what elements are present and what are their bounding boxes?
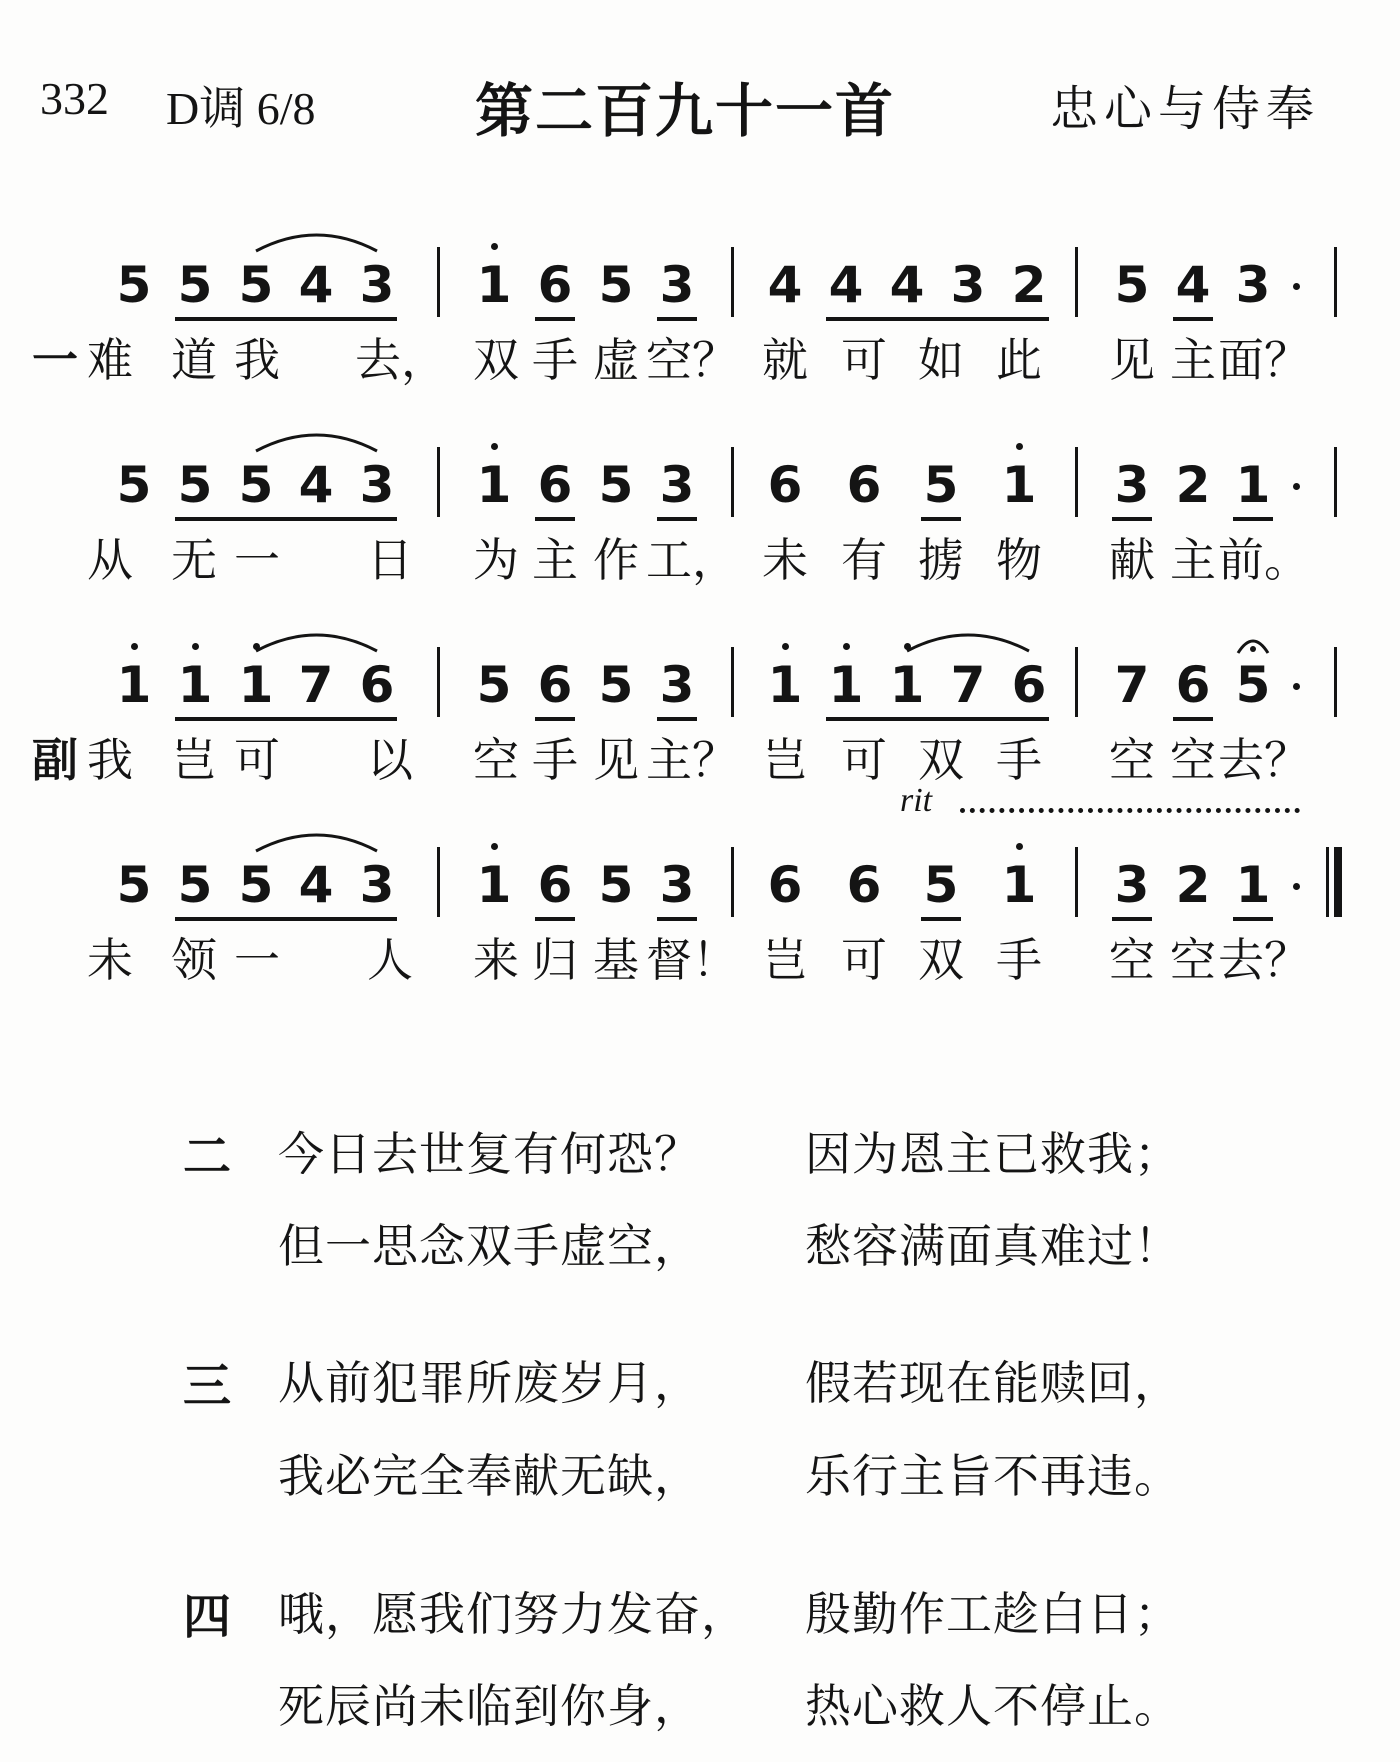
note: 1 xyxy=(238,656,274,714)
verse-line: 死辰尚未临到你身， xyxy=(278,1679,701,1733)
ritardando-dots xyxy=(960,808,1300,813)
lyric-syllable: 人 xyxy=(367,933,413,987)
note: 6 xyxy=(1011,656,1047,714)
lyric-syllable: 空 xyxy=(1170,733,1216,787)
lyric-syllable: 岂 xyxy=(171,733,217,787)
note: 5 xyxy=(598,656,634,714)
lyric-syllable: 从 xyxy=(87,533,133,587)
lyric-syllable: 督！ xyxy=(646,933,738,987)
verse-line: 但一思念双手虚空， xyxy=(278,1219,701,1273)
note: 6 xyxy=(1175,656,1211,714)
lyric-syllable: 主？ xyxy=(646,733,738,787)
lyric-syllable: 基 xyxy=(593,933,639,987)
slur xyxy=(251,425,382,455)
note: 1 xyxy=(889,656,925,714)
barline xyxy=(437,247,440,317)
verse-line: 哦，愿我们努力发奋， xyxy=(278,1587,748,1641)
note: 3 xyxy=(359,256,395,314)
note: 2 xyxy=(1175,456,1211,514)
lyric-syllable: 手 xyxy=(532,333,578,387)
note: 5 xyxy=(177,256,213,314)
note: 5 xyxy=(177,856,213,914)
high-octave-dot xyxy=(491,243,498,250)
eighth-underline xyxy=(1112,517,1152,521)
note: 5 xyxy=(238,856,274,914)
verse-line: 今日去世复有何恐？ xyxy=(278,1127,701,1181)
note: 4 xyxy=(889,256,925,314)
lyric-syllable: 空 xyxy=(1109,733,1155,787)
score-row xyxy=(0,855,1400,935)
verse-line: 因为恩主已救我； xyxy=(805,1127,1181,1181)
high-octave-dot xyxy=(491,443,498,450)
note: 1 xyxy=(1235,456,1271,514)
lyric-syllable: 前。 xyxy=(1218,533,1310,587)
note: 5 xyxy=(923,856,959,914)
barline xyxy=(437,847,440,917)
slur xyxy=(251,825,382,855)
verse-number: 三 xyxy=(183,1358,232,1414)
lyric-syllable: 手 xyxy=(996,933,1042,987)
note: 1 xyxy=(1001,856,1037,914)
note: 6 xyxy=(767,856,803,914)
note: 5 xyxy=(598,856,634,914)
eighth-underline xyxy=(535,517,575,521)
note: 1 xyxy=(767,656,803,714)
eighth-underline xyxy=(1173,317,1213,321)
note: 6 xyxy=(537,856,573,914)
barline xyxy=(731,247,734,317)
note: 7 xyxy=(1114,656,1150,714)
lyric-syllable: 空 xyxy=(1170,933,1216,987)
note: 3 xyxy=(1114,856,1150,914)
high-octave-dot xyxy=(131,643,138,650)
lyric-syllable: 道 xyxy=(171,333,217,387)
note: 2 xyxy=(1011,256,1047,314)
lyric-syllable: 掳 xyxy=(918,533,964,587)
note: 5 xyxy=(116,256,152,314)
lyric-syllable: 主 xyxy=(1170,333,1216,387)
lyric-syllable: 来 xyxy=(473,933,519,987)
eighth-underline xyxy=(175,517,397,521)
note: 7 xyxy=(298,656,334,714)
note: 2 xyxy=(1175,856,1211,914)
barline xyxy=(437,447,440,517)
note: 3 xyxy=(1235,256,1271,314)
eighth-underline xyxy=(657,317,697,321)
lyric-syllable: 去， xyxy=(355,333,447,387)
lyric-syllable: 献 xyxy=(1109,533,1155,587)
lyric-syllable: 见 xyxy=(593,733,639,787)
lyric-syllable: 双 xyxy=(473,333,519,387)
ritardando-mark: rit xyxy=(900,782,933,819)
note: 4 xyxy=(298,256,334,314)
lyric-row xyxy=(0,330,1400,410)
high-octave-dot xyxy=(1016,443,1023,450)
note: 6 xyxy=(846,856,882,914)
verse-label: 一 xyxy=(32,333,78,387)
note: 4 xyxy=(298,456,334,514)
final-barline-thin xyxy=(1326,847,1329,917)
barline xyxy=(1075,247,1078,317)
augmentation-dot xyxy=(1293,283,1300,290)
lyric-syllable: 手 xyxy=(532,733,578,787)
lyric-syllable: 一 xyxy=(234,533,280,587)
barline xyxy=(1075,447,1078,517)
note: 6 xyxy=(537,256,573,314)
hymn-title: 第二百九十一首 xyxy=(474,77,895,145)
eighth-underline xyxy=(175,917,397,921)
eighth-underline xyxy=(535,317,575,321)
verse-number: 四 xyxy=(183,1589,232,1645)
note: 4 xyxy=(298,856,334,914)
note: 5 xyxy=(598,456,634,514)
eighth-underline xyxy=(826,717,1049,721)
lyric-syllable: 岂 xyxy=(762,733,808,787)
eighth-underline xyxy=(175,717,397,721)
lyric-syllable: 未 xyxy=(762,533,808,587)
eighth-underline xyxy=(826,317,1049,321)
lyric-row xyxy=(0,530,1400,610)
lyric-syllable: 岂 xyxy=(762,933,808,987)
note: 1 xyxy=(476,456,512,514)
barline xyxy=(731,647,734,717)
lyric-syllable: 就 xyxy=(762,333,808,387)
lyric-syllable: 一 xyxy=(234,933,280,987)
verse-line: 从前犯罪所废岁月， xyxy=(278,1356,701,1410)
lyric-syllable: 见 xyxy=(1109,333,1155,387)
lyric-syllable: 主 xyxy=(532,533,578,587)
note: 3 xyxy=(359,456,395,514)
lyric-syllable: 工， xyxy=(646,533,738,587)
verse-label: 副 xyxy=(32,733,78,787)
slur xyxy=(902,625,1034,655)
lyric-syllable: 此 xyxy=(996,333,1042,387)
barline xyxy=(1075,847,1078,917)
note: 5 xyxy=(598,256,634,314)
note: 1 xyxy=(828,656,864,714)
note: 5 xyxy=(116,456,152,514)
high-octave-dot xyxy=(491,843,498,850)
note: 6 xyxy=(359,656,395,714)
lyric-syllable: 手 xyxy=(996,733,1042,787)
eighth-underline xyxy=(657,717,697,721)
note: 4 xyxy=(767,256,803,314)
key-time-signature: D调 6/8 xyxy=(166,83,316,134)
lyric-syllable: 作 xyxy=(593,533,639,587)
lyric-syllable: 面？ xyxy=(1218,333,1310,387)
note: 1 xyxy=(1235,856,1271,914)
verse-line: 假若现在能赎回， xyxy=(805,1356,1181,1410)
fermata xyxy=(1235,633,1271,655)
note: 5 xyxy=(238,456,274,514)
barline xyxy=(437,647,440,717)
eighth-underline xyxy=(921,917,961,921)
lyric-row xyxy=(0,930,1400,1010)
high-octave-dot xyxy=(843,643,850,650)
lyric-syllable: 如 xyxy=(918,333,964,387)
note: 5 xyxy=(476,656,512,714)
note: 6 xyxy=(537,656,573,714)
note: 4 xyxy=(828,256,864,314)
note: 3 xyxy=(1114,456,1150,514)
verse-line: 殷勤作工趁白日； xyxy=(805,1587,1181,1641)
lyric-syllable: 双 xyxy=(918,933,964,987)
lyric-syllable: 空？ xyxy=(646,333,738,387)
high-octave-dot xyxy=(192,643,199,650)
lyric-syllable: 可 xyxy=(234,733,280,787)
lyric-syllable: 可 xyxy=(841,933,887,987)
eighth-underline xyxy=(657,517,697,521)
note: 3 xyxy=(659,256,695,314)
lyric-syllable: 无 xyxy=(171,533,217,587)
score-row xyxy=(0,455,1400,535)
eighth-underline xyxy=(535,917,575,921)
lyric-syllable: 空 xyxy=(1109,933,1155,987)
lyric-syllable: 我 xyxy=(234,333,280,387)
note: 3 xyxy=(659,856,695,914)
eighth-underline xyxy=(535,717,575,721)
eighth-underline xyxy=(175,317,397,321)
eighth-underline xyxy=(1233,917,1273,921)
lyric-syllable: 有 xyxy=(841,533,887,587)
lyric-syllable: 难 xyxy=(87,333,133,387)
verse-line: 乐行主旨不再违。 xyxy=(805,1449,1181,1503)
note: 1 xyxy=(476,856,512,914)
eighth-underline xyxy=(657,917,697,921)
augmentation-dot xyxy=(1293,483,1300,490)
eighth-underline xyxy=(1112,917,1152,921)
lyric-row xyxy=(0,730,1400,819)
note: 5 xyxy=(923,456,959,514)
high-octave-dot xyxy=(782,643,789,650)
lyric-syllable: 未 xyxy=(87,933,133,987)
hymn-page-number: 332 xyxy=(40,73,109,124)
augmentation-dot xyxy=(1293,883,1300,890)
barline xyxy=(1334,247,1337,317)
slur xyxy=(251,625,382,655)
lyric-syllable: 以 xyxy=(367,733,413,787)
note: 5 xyxy=(1235,656,1271,714)
verse-number: 二 xyxy=(183,1129,232,1185)
lyric-syllable: 虚 xyxy=(593,333,639,387)
eighth-underline xyxy=(1233,517,1273,521)
lyric-syllable: 物 xyxy=(996,533,1042,587)
note: 5 xyxy=(116,856,152,914)
note: 6 xyxy=(537,456,573,514)
lyric-syllable: 空 xyxy=(473,733,519,787)
lyric-syllable: 日 xyxy=(367,533,413,587)
barline xyxy=(731,847,734,917)
lyric-syllable: 主 xyxy=(1170,533,1216,587)
note: 4 xyxy=(1175,256,1211,314)
lyric-syllable: 去？ xyxy=(1218,733,1310,787)
slur xyxy=(251,225,382,255)
eighth-underline xyxy=(1173,717,1213,721)
lyric-syllable: 归 xyxy=(532,933,578,987)
verse-line: 热心救人不停止。 xyxy=(805,1679,1181,1733)
lyric-syllable: 领 xyxy=(171,933,217,987)
verse-line: 我必完全奉献无缺， xyxy=(278,1449,701,1503)
note: 3 xyxy=(950,256,986,314)
note: 1 xyxy=(116,656,152,714)
augmentation-dot xyxy=(1293,683,1300,690)
high-octave-dot xyxy=(1016,843,1023,850)
note: 5 xyxy=(177,456,213,514)
note: 3 xyxy=(359,856,395,914)
note: 7 xyxy=(950,656,986,714)
score-row xyxy=(0,255,1400,335)
lyric-syllable: 可 xyxy=(841,733,887,787)
barline xyxy=(731,447,734,517)
note: 6 xyxy=(846,456,882,514)
barline xyxy=(1334,647,1337,717)
note: 6 xyxy=(767,456,803,514)
note: 1 xyxy=(1001,456,1037,514)
barline xyxy=(1075,647,1078,717)
score-row xyxy=(0,655,1400,735)
note: 3 xyxy=(659,656,695,714)
note: 1 xyxy=(476,256,512,314)
note: 5 xyxy=(238,256,274,314)
lyric-syllable: 可 xyxy=(841,333,887,387)
final-barline-thick xyxy=(1334,847,1342,917)
note: 3 xyxy=(659,456,695,514)
lyric-syllable: 我 xyxy=(87,733,133,787)
verse-line: 愁容满面真难过！ xyxy=(805,1219,1181,1273)
barline xyxy=(1334,447,1337,517)
lyric-syllable: 为 xyxy=(473,533,519,587)
lyric-syllable: 去？ xyxy=(1218,933,1310,987)
lyric-syllable: 双 xyxy=(918,733,964,787)
hymn-category: 忠心与侍奉 xyxy=(1049,81,1320,137)
eighth-underline xyxy=(921,517,961,521)
note: 5 xyxy=(1114,256,1150,314)
note: 1 xyxy=(177,656,213,714)
